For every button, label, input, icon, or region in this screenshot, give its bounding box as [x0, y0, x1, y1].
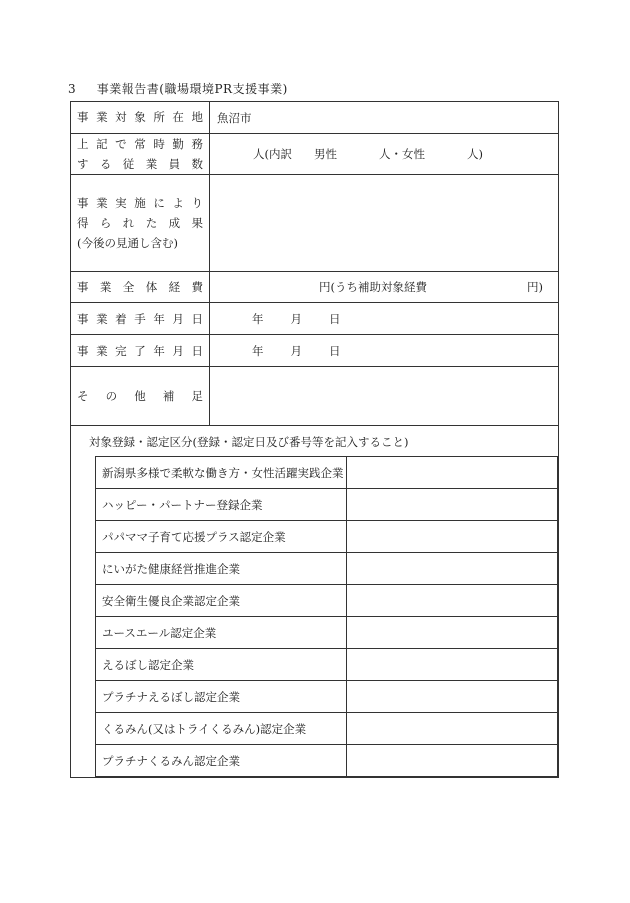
end-day: 日	[329, 343, 341, 358]
employees-unit: 人(内訳	[253, 147, 292, 162]
location-label: 事業対象所在地	[77, 110, 203, 125]
start-date-row	[71, 303, 559, 335]
employees-male: 男性	[314, 147, 337, 162]
cert-name: プラチナえるぼし認定企業	[96, 681, 347, 713]
cert-row	[96, 489, 558, 521]
certification-row	[71, 426, 559, 778]
end-month: 月	[290, 343, 302, 358]
cert-name: パパママ子育て応援プラス認定企業	[96, 521, 347, 553]
other-row	[71, 367, 559, 426]
start-month: 月	[290, 311, 302, 326]
cert-name: にいがた健康経営推進企業	[96, 553, 347, 585]
cert-value[interactable]	[347, 713, 558, 745]
cert-name: 新潟県多様で柔軟な働き方・女性活躍実践企業	[96, 457, 347, 489]
results-label-line2: 得られた成果	[77, 216, 203, 231]
cert-row	[96, 585, 558, 617]
cost-value[interactable]	[210, 272, 559, 303]
certification-table	[95, 456, 558, 777]
cert-row	[96, 553, 558, 585]
cert-row	[96, 617, 558, 649]
cert-row	[96, 521, 558, 553]
employees-row	[71, 134, 559, 175]
other-value[interactable]	[210, 367, 559, 426]
cert-row	[96, 457, 558, 489]
cost-text1: 円(うち補助対象経費	[319, 280, 427, 295]
cert-name: ハッピー・パートナー登録企業	[96, 489, 347, 521]
cert-name: 安全衛生優良企業認定企業	[96, 585, 347, 617]
start-day: 日	[329, 311, 341, 326]
cost-text2: 円)	[527, 280, 543, 295]
cert-value[interactable]	[347, 457, 558, 489]
cert-value[interactable]	[347, 521, 558, 553]
start-year: 年	[252, 311, 264, 326]
start-date-value[interactable]	[210, 303, 559, 335]
cert-value[interactable]	[347, 745, 558, 777]
cost-row	[71, 272, 559, 303]
end-date-label: 事業完了年月日	[77, 343, 203, 358]
results-row	[71, 175, 559, 272]
employees-label-line2: する従業員数	[77, 157, 203, 172]
results-label-line3: (今後の見通し含む)	[77, 236, 178, 251]
cert-row	[96, 649, 558, 681]
cert-value[interactable]	[347, 649, 558, 681]
start-date-label: 事業着手年月日	[77, 311, 203, 326]
results-value[interactable]	[210, 175, 559, 272]
cost-label: 事業全体経費	[77, 280, 203, 295]
location-row	[71, 102, 559, 134]
cert-row	[96, 681, 558, 713]
cert-name: えるぼし認定企業	[96, 649, 347, 681]
end-date-row	[71, 335, 559, 367]
employees-unit-female: 人)	[467, 147, 483, 162]
cert-value[interactable]	[347, 617, 558, 649]
end-year: 年	[252, 343, 264, 358]
section-number: 3	[68, 82, 77, 96]
results-label-line1: 事業実施により	[77, 196, 203, 211]
section-title-text: 事業報告書(職場環境PR支援事業)	[96, 82, 288, 96]
employees-label-line1: 上記で常時勤務	[77, 137, 203, 151]
cert-value[interactable]	[347, 681, 558, 713]
cert-value[interactable]	[347, 585, 558, 617]
cert-name: プラチナくるみん認定企業	[96, 745, 347, 777]
section-title	[68, 80, 288, 97]
cert-name: ユースエール認定企業	[96, 617, 347, 649]
cert-row	[96, 745, 558, 777]
employees-value[interactable]	[210, 134, 559, 175]
cert-value[interactable]	[347, 553, 558, 585]
cert-name: くるみん(又はトライくるみん)認定企業	[96, 713, 347, 745]
report-table	[70, 101, 559, 778]
other-label: その他補足	[77, 389, 203, 404]
end-date-value[interactable]	[210, 335, 559, 367]
certification-heading: 対象登録・認定区分(登録・認定日及び番号等を記入すること)	[89, 435, 409, 450]
location-value[interactable]: 魚沼市	[210, 102, 559, 134]
cert-row	[96, 713, 558, 745]
cert-value[interactable]	[347, 489, 558, 521]
employees-unit-male: 人・女性	[379, 147, 425, 162]
